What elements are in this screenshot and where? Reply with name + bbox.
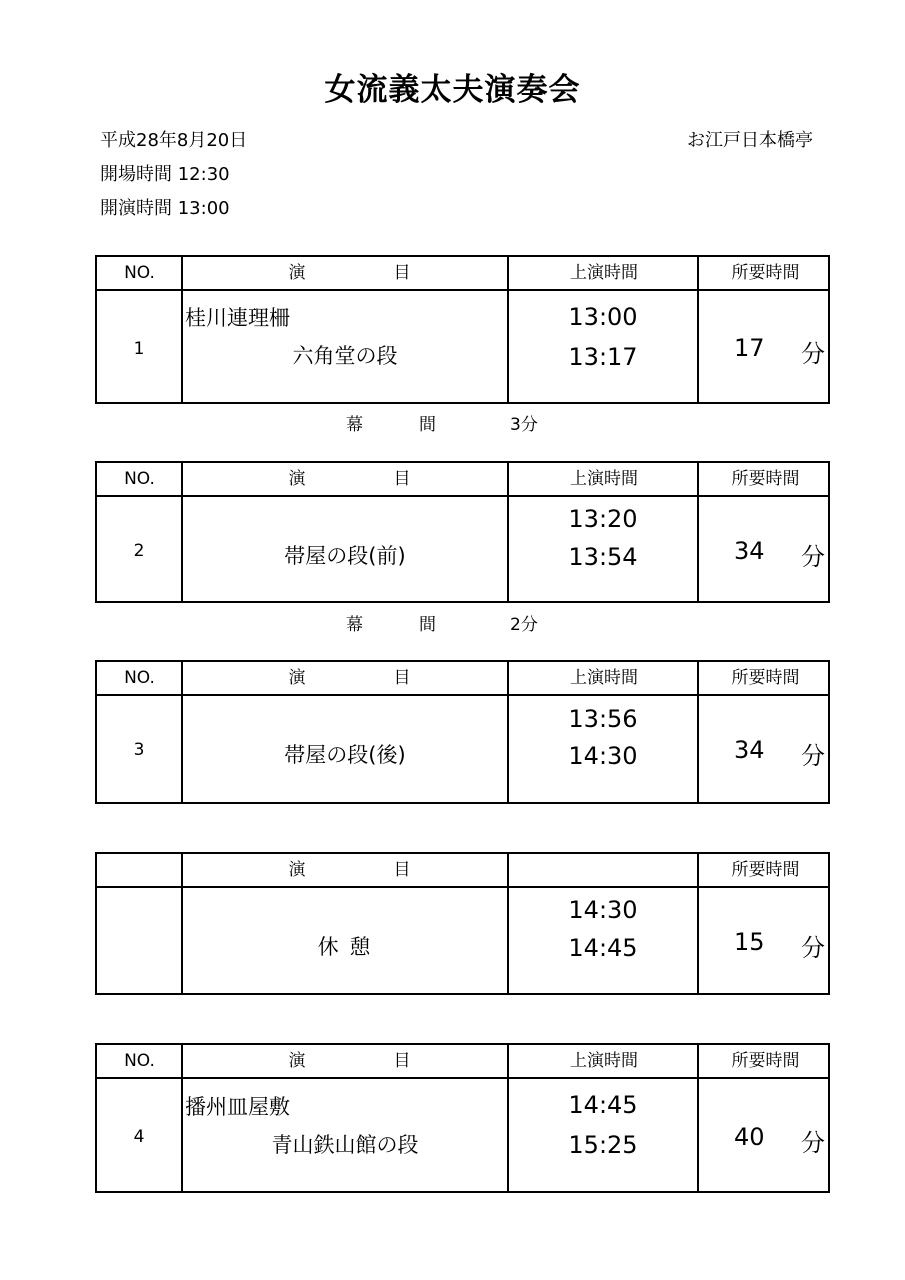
interval-label-a: 幕 <box>346 415 363 435</box>
start-time: 14:30 <box>568 896 638 924</box>
event-date: 平成28年8月20日 <box>100 130 248 151</box>
row-number: 3 <box>133 740 145 760</box>
page-title: 女流義太夫演奏会 <box>324 72 581 108</box>
duration-minutes: 17 <box>734 334 765 362</box>
header-duration: 所要時間 <box>731 469 800 489</box>
duration-unit: 分 <box>801 934 825 962</box>
program-scene: 六角堂の段 <box>292 344 398 368</box>
program-scene: 青山鉄山館の段 <box>271 1133 419 1157</box>
interval-label-b: 間 <box>419 415 436 435</box>
header-program-a: 演 <box>288 860 306 880</box>
header-program-b: 目 <box>393 263 411 283</box>
interval-label-a: 幕 <box>346 615 363 635</box>
break-label: 休 憩 <box>317 935 373 959</box>
header-no: NO. <box>124 469 155 489</box>
program-table-1 <box>95 255 830 404</box>
row-number: 1 <box>133 339 145 359</box>
program-table-4 <box>95 1043 830 1193</box>
break-table <box>95 852 830 995</box>
row-number: 2 <box>133 541 145 561</box>
end-time: 14:45 <box>568 934 638 962</box>
header-start-time: 上演時間 <box>570 263 638 283</box>
table-header <box>97 463 828 497</box>
duration-unit: 分 <box>801 742 825 770</box>
row-number: 4 <box>133 1127 145 1147</box>
start-time: 13:56 <box>568 705 638 733</box>
header-program-b: 目 <box>393 860 411 880</box>
header-program-a: 演 <box>288 263 306 283</box>
header-start-time: 上演時間 <box>570 469 638 489</box>
end-time: 13:54 <box>568 543 638 571</box>
program-table-2 <box>95 461 830 603</box>
header-no: NO. <box>124 668 155 688</box>
program-scene: 帯屋の段(前) <box>284 544 406 568</box>
duration-unit: 分 <box>801 340 825 368</box>
program-table-3 <box>95 660 830 804</box>
table-header <box>97 257 828 291</box>
header-duration: 所要時間 <box>731 263 800 283</box>
interval-label-b: 間 <box>419 615 436 635</box>
end-time: 14:30 <box>568 742 638 770</box>
start-time: 13:00 <box>568 303 638 331</box>
header-duration: 所要時間 <box>731 1051 800 1071</box>
table-header <box>97 854 828 888</box>
end-time: 13:17 <box>568 343 638 371</box>
header-no: NO. <box>124 1051 155 1071</box>
program-scene: 帯屋の段(後) <box>284 743 406 767</box>
header-duration: 所要時間 <box>731 668 800 688</box>
duration-unit: 分 <box>801 543 825 571</box>
duration-minutes: 34 <box>734 537 765 565</box>
header-start-time: 上演時間 <box>570 1051 638 1071</box>
interval-duration: 2分 <box>510 615 538 635</box>
table-header <box>97 662 828 696</box>
header-program-b: 目 <box>393 469 411 489</box>
header-program-a: 演 <box>288 1051 306 1071</box>
duration-minutes: 40 <box>734 1123 765 1151</box>
interval-duration: 3分 <box>510 415 538 435</box>
header-duration: 所要時間 <box>731 860 800 880</box>
end-time: 15:25 <box>568 1131 638 1159</box>
program-title: 播州皿屋敷 <box>185 1095 290 1119</box>
show-start-time: 開演時間 13:00 <box>100 198 230 219</box>
header-program-b: 目 <box>393 668 411 688</box>
header-program-a: 演 <box>288 668 306 688</box>
duration-minutes: 15 <box>734 928 765 956</box>
program-title: 桂川連理柵 <box>185 306 290 330</box>
header-start-time: 上演時間 <box>570 668 638 688</box>
doors-open-time: 開場時間 12:30 <box>100 164 230 185</box>
start-time: 13:20 <box>568 505 638 533</box>
table-header <box>97 1045 828 1079</box>
duration-minutes: 34 <box>734 736 765 764</box>
header-program-a: 演 <box>288 469 306 489</box>
start-time: 14:45 <box>568 1091 638 1119</box>
venue: お江戸日本橋亭 <box>687 130 813 151</box>
header-no: NO. <box>124 263 155 283</box>
header-program-b: 目 <box>393 1051 411 1071</box>
duration-unit: 分 <box>801 1129 825 1157</box>
